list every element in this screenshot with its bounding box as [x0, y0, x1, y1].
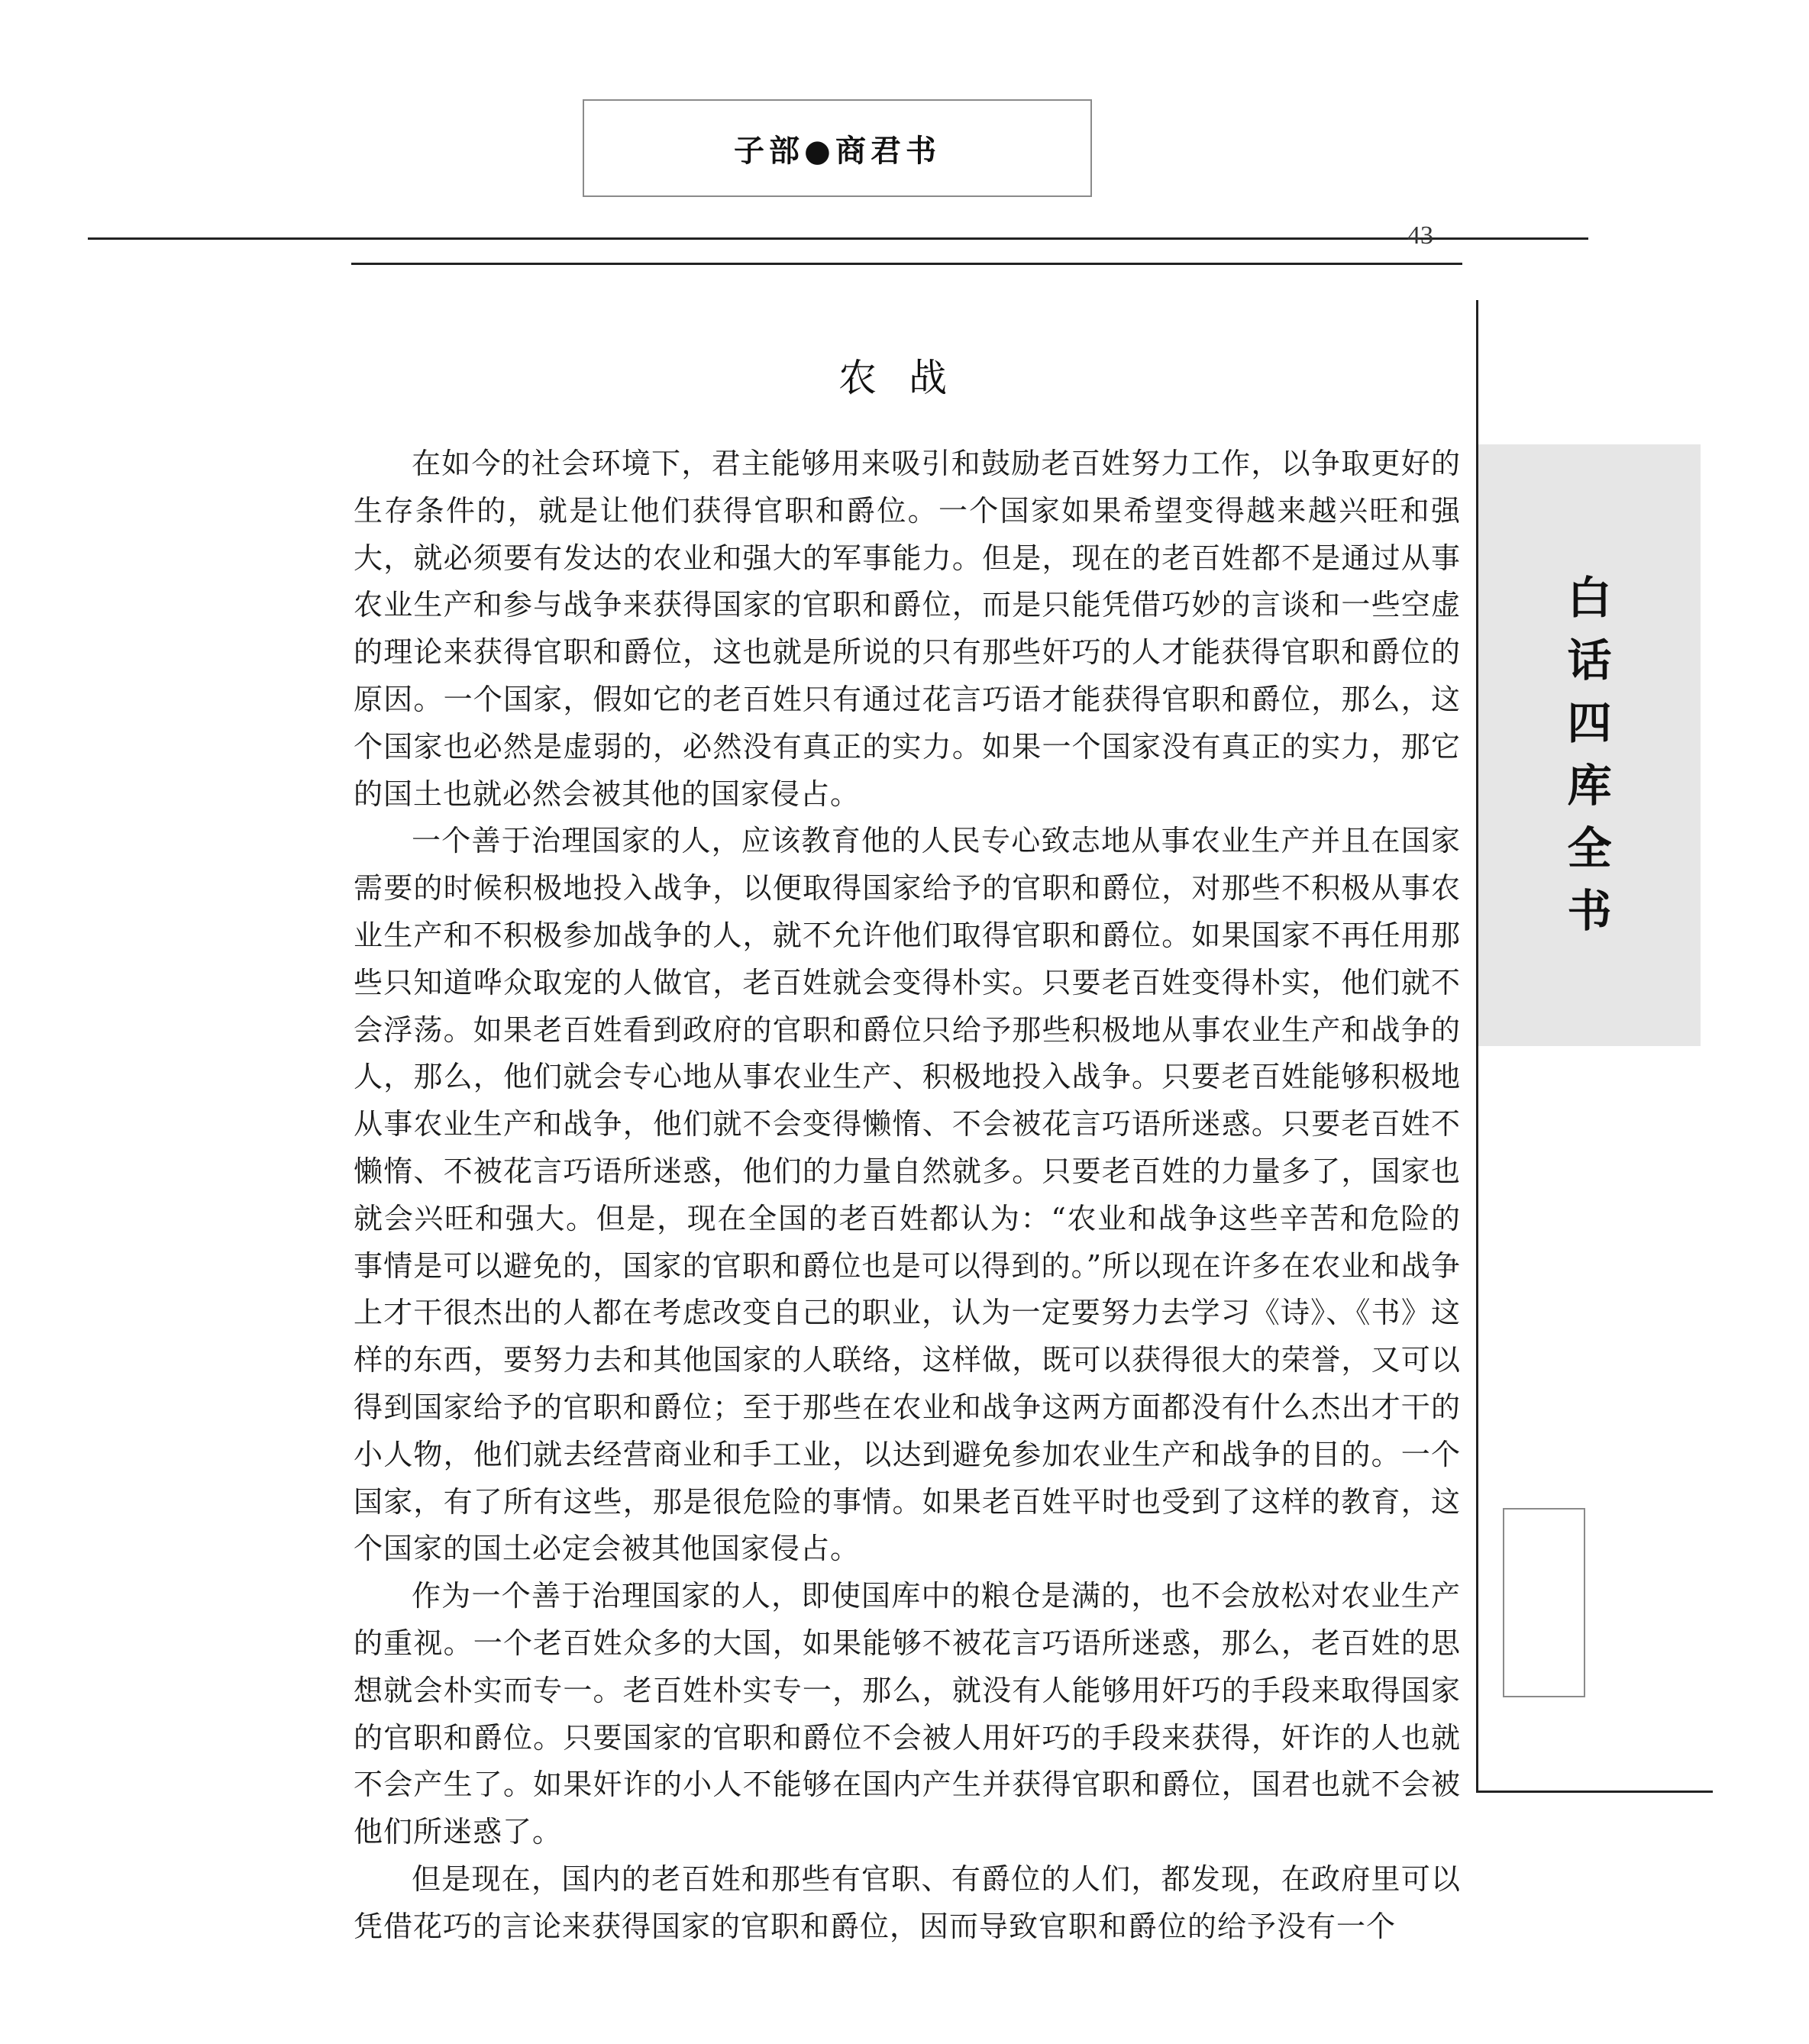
paragraph: 一个善于治理国家的人，应该教育他的人民专心致志地从事农业生产并且在国家需要的时候积极地投入战争，以便取得国家给予的官职和爵位，对那些不积极从事农业生产和不积极参加战争的人，就不允许他们取得官职和爵位。如果国家不再任用那些只知道哗众取宠的人做官，老百姓就会变得朴实。只要老百姓变得朴实，他们就不会浮荡。如果老百姓看到政府的官职和爵位只给予那些积极地从事农业生产和战争的人，那么，他们就会专心地从事农业生产、积极地投入战争。只要老百姓能够积极地从事农业生产和战争，他们就不会变得懒惰、不会被花言巧语所迷惑。只要老百姓不懒惰、不被花言巧语所迷惑，他们的力量自然就多。只要老百姓的力量多了，国家也就会兴旺和强大。但是，现在全国的老百姓都认为：“农业和战争这些辛苦和危险的事情是可以避免的，国家的官职和爵位也是可以得到的。”所以现在许多在农业和战争上才干很杰出的人都在考虑改变自己的职业，认为一定要努力去学习《诗》、《书》这样的东西，要努力去和其他国家的人联络，这样做，既可以获得很大的荣誉，又可以得到国家给予的官职和爵位；至于那些在农业和战争这两方面都没有什么杰出才干的小人物，他们就去经营商业和手工业，以达到避免参加农业生产和战争的目的。一个国家，有了所有这些，那是很危险的事情。如果老百姓平时也受到了这样的教育，这个国家的国土必定会被其他国家侵占。	[354, 824, 1461, 1566]
header-rule-top	[88, 237, 1588, 240]
chapter-title: 农战	[838, 356, 979, 400]
side-tab-label: 白话四库全书	[1567, 572, 1612, 937]
running-header-box	[583, 99, 1092, 197]
body-text	[354, 441, 1461, 1951]
side-tab	[1478, 444, 1701, 1046]
side-decorative-box	[1503, 1508, 1585, 1697]
margin-bottom-rule	[1476, 1791, 1713, 1793]
page-number: 43	[1407, 221, 1433, 250]
paragraph: 在如今的社会环境下，君主能够用来吸引和鼓励老百姓努力工作，以争取更好的生存条件的，就是让他们获得官职和爵位。一个国家如果希望变得越来越兴旺和强大，就必须要有发达的农业和强大的军事能力。但是，现在的老百姓都不是通过从事农业生产和参与战争来获得国家的官职和爵位，而是只能凭借巧妙的言谈和一些空虚的理论来获得官职和爵位，这也就是所说的只有那些奸巧的人才能获得官职和爵位的原因。一个国家，假如它的老百姓只有通过花言巧语才能获得官职和爵位，那么，这个国家也必然是虚弱的，必然没有真正的实力。如果一个国家没有真正的实力，那它的国土也就必然会被其他的国家侵占。	[354, 447, 1461, 811]
header-rule-bottom	[351, 263, 1462, 265]
running-header-title: 子部●商君书	[734, 133, 941, 169]
paragraph: 但是现在，国内的老百姓和那些有官职、有爵位的人们，都发现，在政府里可以凭借花巧的言论来获得国家的官职和爵位，因而导致官职和爵位的给予没有一个	[354, 1862, 1461, 1943]
paragraph: 作为一个善于治理国家的人，即使国库中的粮仓是满的，也不会放松对农业生产的重视。一个老百姓众多的大国，如果能够不被花言巧语所迷惑，那么，老百姓的思想就会朴实而专一。老百姓朴实专一，那么，就没有人能够用奸巧的手段来取得国家的官职和爵位。只要国家的官职和爵位不会被人用奸巧的手段来获得，奸诈的人也就不会产生了。如果奸诈的小人不能够在国内产生并获得官职和爵位，国君也就不会被他们所迷惑了。	[354, 1579, 1461, 1849]
